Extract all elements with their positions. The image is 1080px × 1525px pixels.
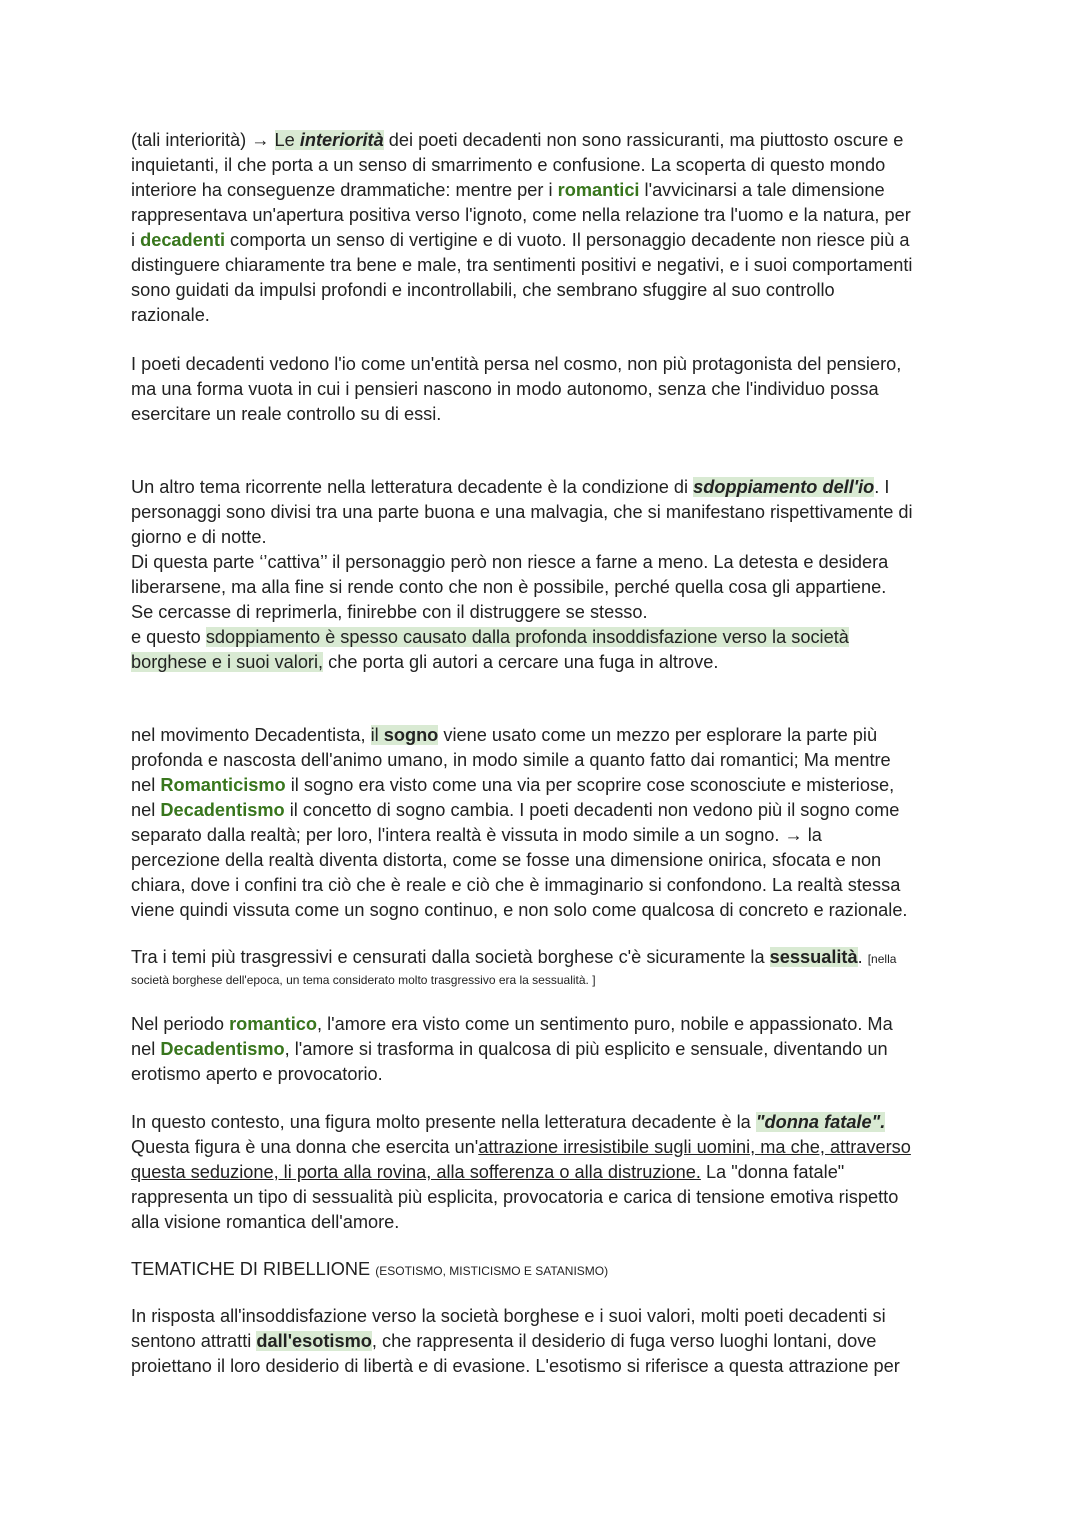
text-line: chiara, dove i confini tra ciò che è reale e ciò che è immaginario si confondono. La realtà stessa <box>131 875 901 895</box>
text-line: Questa figura è una donna che esercita un'attrazione irresistibile sugli uomini, ma che, attraverso <box>131 1137 911 1157</box>
text-line: alla visione romantica dell'amore. <box>131 1212 400 1232</box>
paragraph-sessualita <box>131 945 961 990</box>
paragraph-amore <box>131 1012 961 1087</box>
paragraph-sdoppiamento <box>131 475 961 675</box>
text-line: In questo contesto, una figura molto presente nella letteratura decadente è la "donna fatale". <box>131 1112 886 1132</box>
highlight: sessualità <box>769 947 858 967</box>
highlight: dall'esotismo <box>256 1331 372 1351</box>
text-line: Nel periodo romantico, l'amore era visto come un sentimento puro, nobile e appassionato. Ma <box>131 1014 893 1034</box>
text-line: Se cercasse di reprimerla, finirebbe con il distruggere se stesso. <box>131 602 648 622</box>
text-line: In risposta all'insoddisfazione verso la società borghese e i suoi valori, molti poeti decadenti si <box>131 1306 886 1326</box>
text-line: profonda e nascosta dell'animo umano, in modo simile a quanto fatto dai romantici; Ma mentre <box>131 750 891 770</box>
highlight: "donna fatale". <box>755 1112 886 1132</box>
text-line: questa seduzione, li porta alla rovina, alla sofferenza o alla distruzione. La "donna fatale" <box>131 1162 845 1182</box>
text-line: separato dalla realtà; per loro, l'intera realtà è vissuta in modo simile a un sogno. → la <box>131 825 822 845</box>
highlight: sdoppiamento dell'io <box>693 477 875 497</box>
text-line: TEMATICHE DI RIBELLIONE (ESOTISMO, MISTICISMO E SATANISMO) <box>131 1259 609 1279</box>
text-line: viene quindi vissuta come un sogno continuo, e non solo come qualcosa di concreto e razionale. <box>131 900 908 920</box>
text-line: sentono attratti dall'esotismo, che rappresenta il desiderio di fuga verso luoghi lontani, dove <box>131 1331 877 1351</box>
text-line: inquietanti, il che porta a un senso di smarrimento e confusione. La scoperta di questo mondo <box>131 155 886 175</box>
text-line: Di questa parte ‘’cattiva’’ il personaggio però non riesce a farne a meno. La detesta e desidera <box>131 552 889 572</box>
section-heading <box>131 1257 961 1282</box>
text-line: rappresenta un tipo di sessualità più esplicita, provocatoria e carica di tensione emotiva rispetto <box>131 1187 899 1207</box>
highlight: il sogno <box>370 725 439 745</box>
paragraph-interiority <box>131 128 961 328</box>
keyword-decadenti: decadenti <box>140 230 225 250</box>
keyword-romantico: romantico <box>229 1014 317 1034</box>
text-line: erotismo aperto e provocatorio. <box>131 1064 383 1084</box>
paragraph-donna-fatale <box>131 1110 961 1235</box>
text-line: ma una forma vuota in cui i pensieri nascono in modo autonomo, senza che l'individuo possa <box>131 379 879 399</box>
text-line: razionale. <box>131 305 210 325</box>
text-line: e questo sdoppiamento è spesso causato dalla profonda insoddisfazione verso la società <box>131 627 849 647</box>
paragraph-sogno <box>131 723 961 923</box>
text-line: personaggi sono divisi tra una parte buona e una malvagia, che si manifestano rispettivamente di <box>131 502 913 522</box>
paragraph-esotismo <box>131 1304 961 1379</box>
text-line: liberarsene, ma alla fine si rende conto che non è possibile, perché quella cosa gli appartiene. <box>131 577 887 597</box>
text-line: proiettano il loro desiderio di libertà e di evasione. L'esotismo si riferisce a questa attrazione per <box>131 1356 900 1376</box>
text-line: (tali interiorità) → Le interiorità dei poeti decadenti non sono rassicuranti, ma piuttosto oscure e <box>131 130 904 150</box>
text-line: esercitare un reale controllo su di essi. <box>131 404 442 424</box>
text-line: I poeti decadenti vedono l'io come un'entità persa nel cosmo, non più protagonista del pensiero, <box>131 354 902 374</box>
text-line: nel Decadentismo il concetto di sogno cambia. I poeti decadenti non vedono più il sogno come <box>131 800 900 820</box>
keyword-decadentismo: Decadentismo <box>160 800 285 820</box>
text-line: i decadenti comporta un senso di vertigine e di vuoto. Il personaggio decadente non riesce più a <box>131 230 910 250</box>
text-line: Un altro tema ricorrente nella letteratura decadente è la condizione di sdoppiamento dell'io. I <box>131 477 890 497</box>
underlined-text: questa seduzione, li porta alla rovina, alla sofferenza o alla distruzione. <box>131 1162 701 1182</box>
keyword-decadentismo: Decadentismo <box>160 1039 285 1059</box>
highlight: Le interiorità <box>274 130 384 150</box>
text-line: rappresentava un'apertura positiva verso l'ignoto, come nella relazione tra l'uomo e la natura, per <box>131 205 911 225</box>
text-line: giorno e di notte. <box>131 527 267 547</box>
text-line: borghese e i suoi valori, che porta gli autori a cercare una fuga in altrove. <box>131 652 719 672</box>
text-line: nel movimento Decadentista, il sogno viene usato come un mezzo per esplorare la parte più <box>131 725 878 745</box>
keyword-romantici: romantici <box>557 180 640 200</box>
highlight: borghese e i suoi valori, <box>131 652 324 672</box>
text-line: società borghese dell'epoca, un tema considerato molto trasgressivo era la sessualità. ] <box>131 973 596 987</box>
underlined-text: attrazione irresistibile sugli uomini, ma che, attraverso <box>478 1137 911 1157</box>
text-line: interiore ha conseguenze drammatiche: mentre per i romantici l'avvicinarsi a tale dimensione <box>131 180 885 200</box>
paragraph-io <box>131 352 961 427</box>
text-line: Tra i temi più trasgressivi e censurati dalla società borghese c'è sicuramente la sessualità. [nella <box>131 947 897 967</box>
text-line: nel Romanticismo il sogno era visto come una via per scoprire cose sconosciute e misteriose, <box>131 775 895 795</box>
text-line: percezione della realtà diventa distorta, come se fosse una dimensione onirica, sfocata e non <box>131 850 882 870</box>
keyword-romanticismo: Romanticismo <box>160 775 286 795</box>
text-line: distinguere chiaramente tra bene e male, tra sentimenti positivi e negativi, e i suoi comportamenti <box>131 255 913 275</box>
highlight: sdoppiamento è spesso causato dalla profonda insoddisfazione verso la società <box>205 627 849 647</box>
text-line: sono guidati da impulsi profondi e incontrollabili, che sembrano sfuggire al suo controllo <box>131 280 835 300</box>
text-line: nel Decadentismo, l'amore si trasforma in qualcosa di più esplicito e sensuale, diventando un <box>131 1039 888 1059</box>
